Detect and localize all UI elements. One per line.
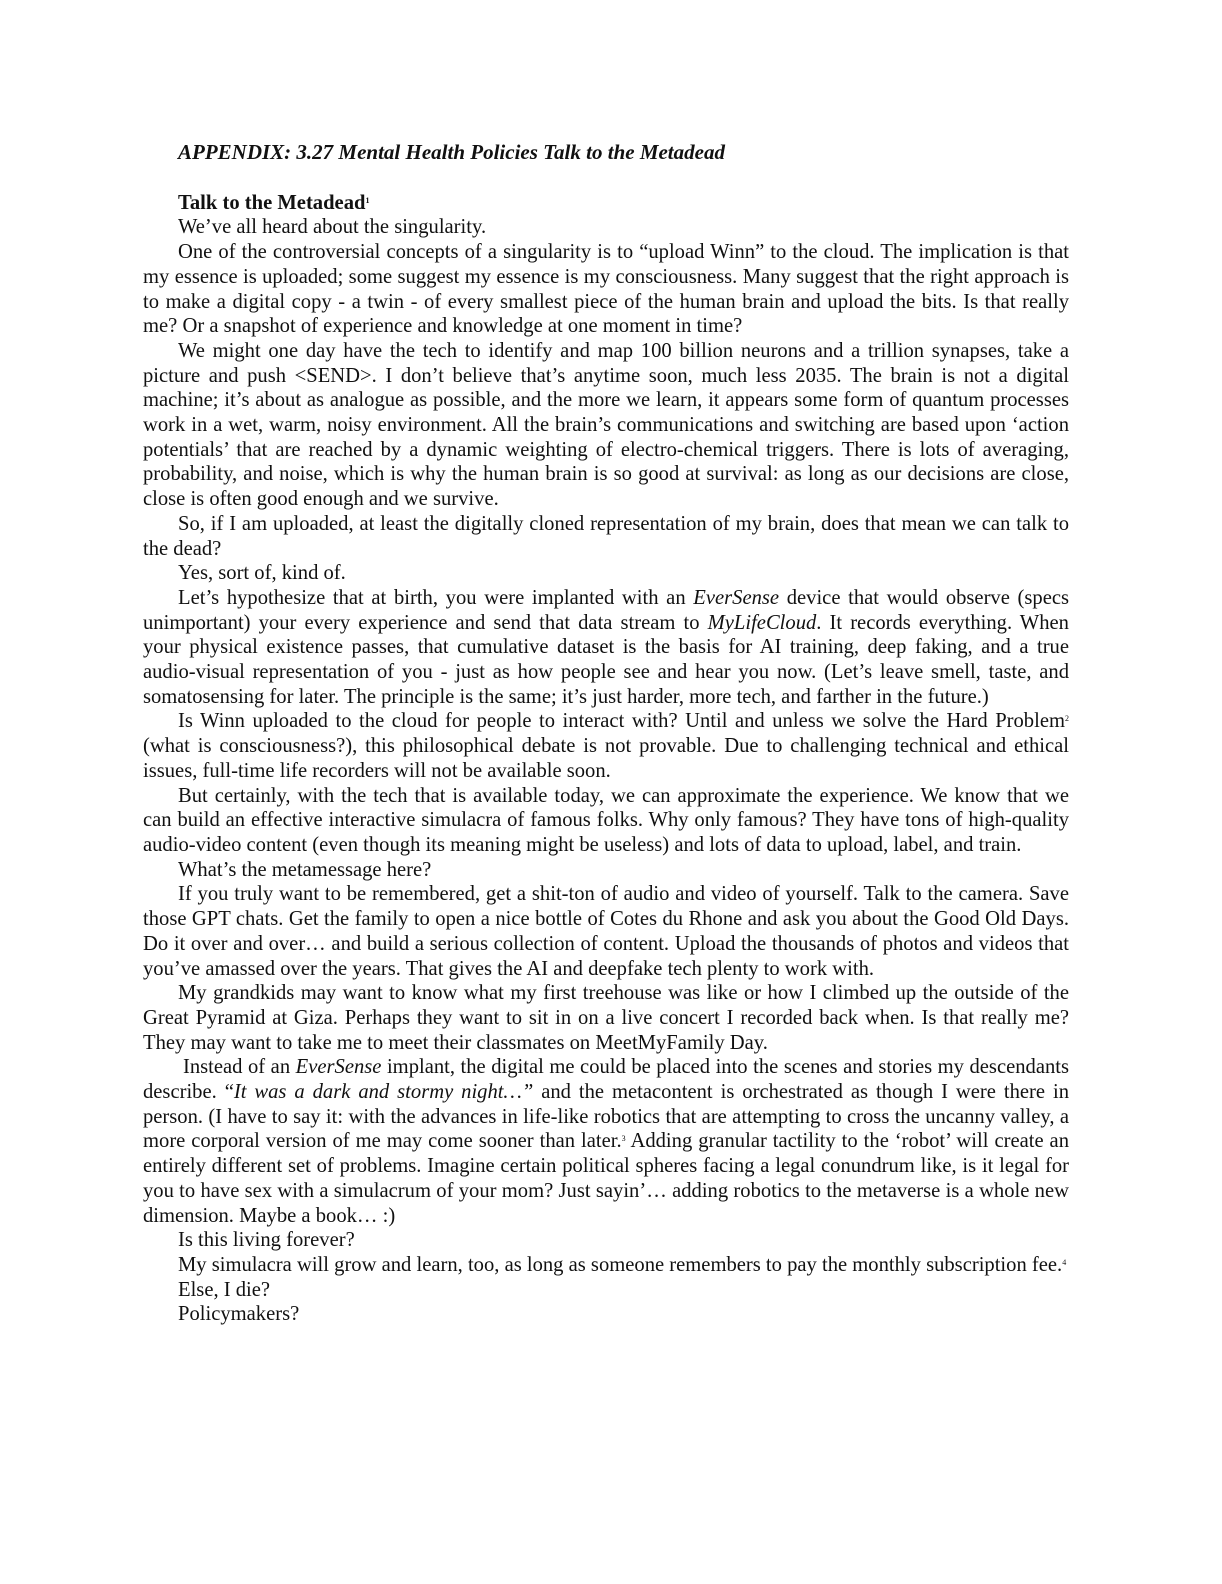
paragraph-15: Else, I die? [178, 1278, 271, 1301]
appendix-title: APPENDIX: 3.27 Mental Health Policies Talk to the Metadead [178, 140, 725, 164]
paragraph-6-text-e: . It records everything. When your physical existence passes, that cumulative dataset is the basis for AI training, deep faking, and a true audio-visual representation of you - just as how people see and hear you now. (Let’s leave smell, taste, and somatosensing for later. The principle is the same; it’s just harder, more tech, and farther in the future.) [143, 611, 1069, 708]
footnote-marker-1: 1 [365, 195, 370, 205]
paragraph-6 [143, 586, 1069, 710]
footnote-marker-2: 2 [1065, 714, 1069, 724]
eversense-term-2: EverSense [295, 1056, 382, 1079]
paragraph-12-text-c: implant, the digital me could be placed into the scenes and stories my descendants describe. “ [143, 1056, 1069, 1104]
paragraph-12-text-a: Instead of an [183, 1056, 296, 1079]
paragraph-7-text-a: Is Winn uploaded to the cloud for people to interact with? Until and unless we solve the Hard Problem [178, 710, 1065, 733]
paragraph-1: We’ve all heard about the singularity. [178, 216, 487, 239]
paragraph-12 [143, 1055, 1069, 1228]
paragraph-7-text-b: (what is consciousness?), this philosophical debate is not provable. Due to challenging technical and ethical issues, full-time life recorders will not be available soon. [143, 735, 1069, 782]
paragraph-14 [143, 1253, 1069, 1278]
paragraph-3: We might one day have the tech to identify and map 100 billion neurons and a trillion synapses, take a picture and push <SEND>. I don’t believe that’s anytime soon, much less 2035. The brain is not a digital machine; it’s about as analogue as possible, and the more we learn, it appears some form of quantum processes work in a wet, warm, noisy environment. All the brain’s communications and switching are based upon ‘action potentials’ that are reached by a dynamic weighting of electro-chemical triggers. There is lots of averaging, probability, and noise, which is why the human brain is so good at survival: as long as our decisions are close, close is often good enough and we survive. [143, 339, 1069, 511]
paragraph-6-text-a: Let’s hypothesize that at birth, you were implanted with an [178, 586, 694, 609]
section-heading [143, 191, 1069, 216]
paragraph-12-text-e: and the metacontent is orchestrated as though I were there in person. (I have to say it: with the advances in life-like robotics that are attempting to cross the uncanny valley, a more corporal version of me may come sooner than later. [143, 1081, 1070, 1153]
document-page [143, 140, 1069, 1327]
footnote-marker-3: 3 [621, 1134, 626, 1144]
paragraph-7 [143, 709, 1069, 783]
mylifecloud-term: MyLifeCloud [707, 611, 817, 634]
eversense-term: EverSense [693, 586, 780, 609]
paragraph-6-text-c: device that would observe (specs unimportant) your every experience and send that data stream to [143, 586, 1069, 634]
paragraph-8: But certainly, with the tech that is available today, we can approximate the experience. We know that we can build an effective interactive simulacra of famous folks. Why only famous? They have tons of high-quality audio-video content (even though its meaning might be useless) and lots of data to upload, label, and train. [143, 784, 1069, 856]
paragraph-4: So, if I am uploaded, at least the digitally cloned representation of my brain, does that mean we can talk to the dead? [143, 512, 1069, 560]
section-heading-text: Talk to the Metadead [178, 191, 366, 214]
paragraph-16: Policymakers? [178, 1303, 300, 1326]
paragraph-10: If you truly want to be remembered, get a shit-ton of audio and video of yourself. Talk to the camera. Save those GPT chats. Get the family to open a nice bottle of Cotes du Rhone and ask you about the Good Old Days. Do it over and over… and build a serious collection of content. Upload the thousands of photos and videos that you’ve amassed over the years. That gives the AI and deepfake tech plenty to work with. [143, 883, 1069, 980]
paragraph-14-text: My simulacra will grow and learn, too, as long as someone remembers to pay the monthly subscription fee. [178, 1253, 1063, 1276]
paragraph-13: Is this living forever? [178, 1229, 355, 1252]
quoted-phrase: It was a dark and stormy night…” [233, 1081, 534, 1104]
paragraph-12-text-f: Adding granular tactility to the ‘robot’ will create an entirely different set of problems. Imagine certain political spheres facing a legal conundrum like, is it legal for you to have sex with a simulacrum of your mom? Just sayin’… adding robotics to the metaverse is a whole new dimension. Maybe a book… :) [143, 1130, 1069, 1227]
footnote-marker-4: 4 [1062, 1257, 1067, 1267]
paragraph-11: My grandkids may want to know what my first treehouse was like or how I climbed up the outside of the Great Pyramid at Giza. Perhaps they want to sit in on a live concert I recorded back when. Is that really me? They may want to take me to meet their classmates on MeetMyFamily Day. [143, 982, 1069, 1054]
paragraph-2: One of the controversial concepts of a singularity is to “upload Winn” to the cloud. The implication is that my essence is uploaded; some suggest my essence is my consciousness. Many suggest that the right approach is to make a digital copy - a twin - of every smallest piece of the human brain and upload the bits. Is that really me? Or a snapshot of experience and knowledge at one moment in time? [143, 241, 1069, 338]
paragraph-9: What’s the metamessage here? [178, 858, 432, 881]
paragraph-5: Yes, sort of, kind of. [178, 562, 346, 585]
